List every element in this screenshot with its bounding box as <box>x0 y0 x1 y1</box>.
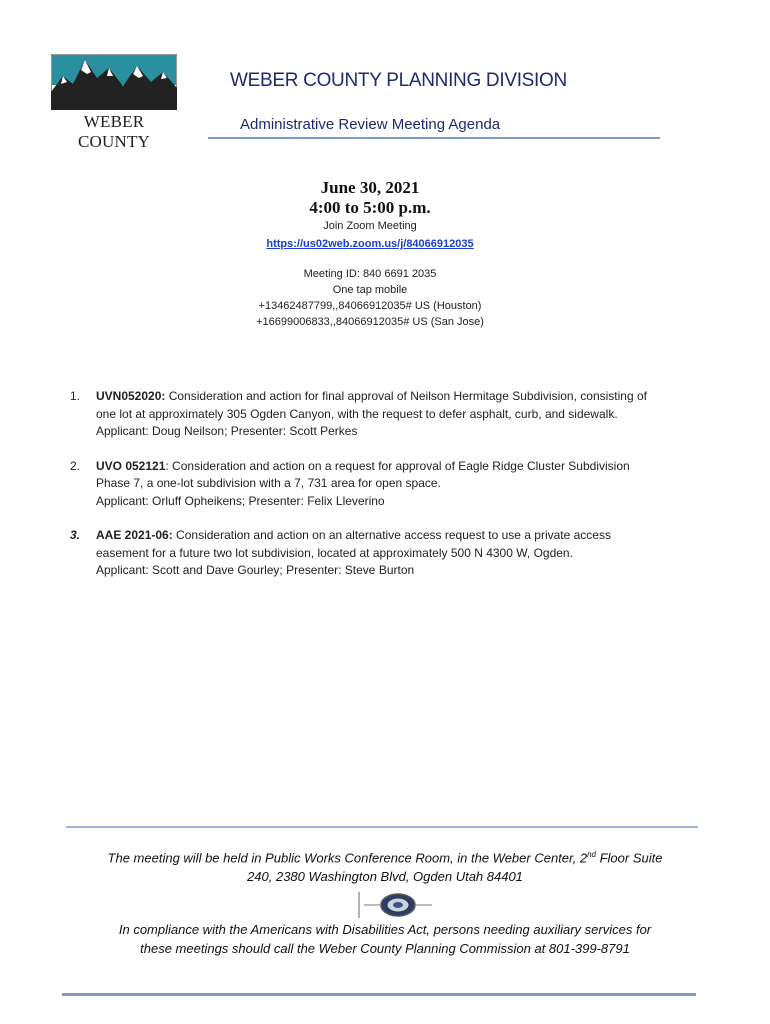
bottom-divider <box>62 993 696 996</box>
meeting-location <box>60 845 710 886</box>
meeting-id: Meeting ID: 840 6691 2035 <box>303 268 437 280</box>
agenda-item-applicant: Applicant: Orluff Opheikens; Presenter: Felix Lleverino <box>96 493 385 508</box>
agenda-item-code: AAE 2021-06: <box>96 528 173 542</box>
seal-ornament <box>358 890 438 920</box>
meeting-date: June 30, 2021 <box>320 178 420 197</box>
agenda-subtitle: Administrative Review Meeting Agenda <box>240 116 501 133</box>
meeting-time: 4:00 to 5:00 p.m. <box>309 198 431 217</box>
agenda-item-applicant: Applicant: Doug Neilson; Presenter: Scott Perkes <box>96 424 358 438</box>
ada-text: In compliance with the Americans with Disabilities Act, persons needing auxiliary services for <box>118 922 652 937</box>
agenda-item-text: easement for a future two lot subdivision, located at approximately 500 N 4300 W, Ogden. <box>96 545 573 560</box>
agenda-item-applicant: Applicant: Scott and Dave Gourley; Presenter: Steve Burton <box>96 563 415 577</box>
phone-sanjose: +16699006833,,84066912035# US (San Jose) <box>256 316 484 328</box>
location-address: 240, 2380 Washington Blvd, Ogden Utah 84401 <box>247 869 523 885</box>
ada-notice <box>60 920 710 958</box>
org-title: WEBER COUNTY PLANNING DIVISION <box>230 70 567 91</box>
logo-text: WEBER COUNTY <box>77 112 151 151</box>
join-label: Join Zoom Meeting <box>323 220 417 232</box>
county-seal-icon <box>358 890 438 920</box>
agenda-item-number: 2. <box>70 458 81 473</box>
agenda-item-code: UVN052020: <box>96 389 166 403</box>
location-text: The meeting will be held in Public Works Conference Room, in the Weber Center, 2 <box>107 850 588 866</box>
header-divider <box>208 137 660 139</box>
weber-county-logo <box>51 54 177 151</box>
ada-text: these meetings should call the Weber County Planning Commission at 801-399-8791 <box>140 941 630 956</box>
agenda-item-text: Consideration and action for final approval of Neilson Hermitage Subdivision, consisting of <box>165 389 647 403</box>
zoom-link[interactable]: https://us02web.zoom.us/j/84066912035 <box>266 238 474 250</box>
agenda-item <box>70 458 690 511</box>
location-text: Floor Suite <box>595 850 663 866</box>
agenda-item <box>70 388 690 441</box>
agenda-item-number: 1. <box>70 389 81 403</box>
meeting-info <box>0 178 740 330</box>
agenda-item-number: 3. <box>70 528 81 542</box>
agenda-item-text: : Consideration and action on a request for approval of Eagle Ridge Cluster Subdivision <box>165 458 630 473</box>
footer-divider <box>66 826 698 828</box>
agenda-item <box>70 527 690 580</box>
one-tap-label: One tap mobile <box>332 284 408 296</box>
agenda-item-text: one lot at approximately 305 Ogden Canyon, with the request to defer asphalt, curb, and sidewalk. <box>96 406 618 421</box>
phone-houston: +13462487799,,84066912035# US (Houston) <box>258 300 482 312</box>
location-superscript: nd <box>587 850 596 859</box>
agenda-item-code: UVO 052121 <box>96 458 166 473</box>
agenda-item-text: Phase 7, a one-lot subdivision with a 7, 731 area for open space. <box>96 476 441 490</box>
mountain-logo-icon <box>51 54 177 110</box>
agenda-item-text: Consideration and action on an alternative access request to use a private access <box>172 528 611 542</box>
agenda-list <box>70 388 690 597</box>
